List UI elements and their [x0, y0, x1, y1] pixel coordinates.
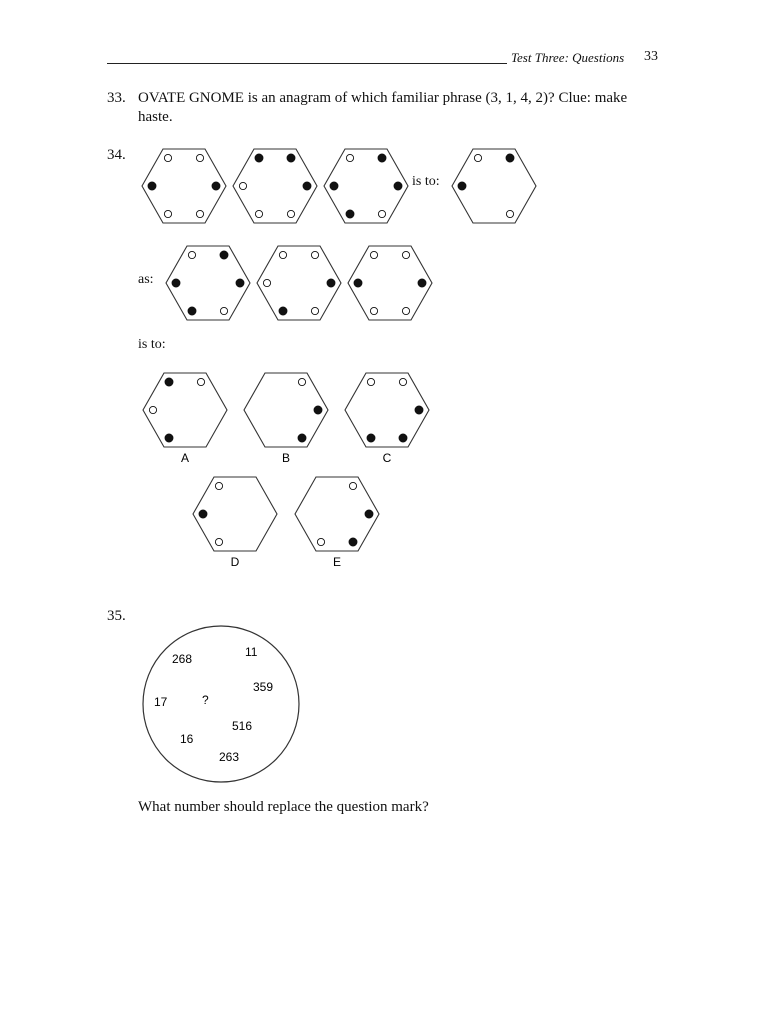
- q34-row1-hexagon: [452, 149, 536, 223]
- filled-dot-bottom-right: [298, 434, 306, 442]
- filled-dot-bottom-left: [165, 434, 173, 442]
- empty-dot-left: [149, 406, 156, 413]
- filled-dot-right: [303, 182, 311, 190]
- option-d-label: D: [230, 555, 240, 569]
- q34-is-to-label-2: is to:: [138, 337, 166, 352]
- filled-dot-left: [148, 182, 156, 190]
- option-e-label: E: [332, 555, 342, 569]
- empty-dot-bottom-right: [378, 210, 385, 217]
- q35-question: What number should replace the question mark?: [138, 799, 429, 815]
- filled-dot-right: [236, 279, 244, 287]
- question-mark: ?: [202, 693, 209, 707]
- q34-number: 34.: [107, 147, 126, 163]
- q33-number: 33.: [107, 90, 126, 106]
- option-c-label: C: [382, 451, 392, 465]
- q34-is-to-label: is to:: [412, 174, 440, 189]
- empty-dot-top-right: [349, 482, 356, 489]
- filled-dot-left: [354, 279, 362, 287]
- empty-dot-top-left: [346, 154, 353, 161]
- circle-number: 268: [172, 652, 193, 666]
- empty-dot-bottom-left: [164, 210, 171, 217]
- option-c-hexagon: [345, 373, 429, 447]
- circle-number: 16: [180, 732, 194, 746]
- filled-dot-left: [458, 182, 466, 190]
- empty-dot-bottom-left: [215, 538, 222, 545]
- q34-as-label: as:: [138, 272, 154, 287]
- filled-dot-right: [394, 182, 402, 190]
- filled-dot-right: [418, 279, 426, 287]
- filled-dot-bottom-right: [349, 538, 357, 546]
- filled-dot-right: [314, 406, 322, 414]
- q34-row1-hexagon: [142, 149, 226, 223]
- empty-dot-top-right: [399, 378, 406, 385]
- q33-text-line1: OVATE GNOME is an anagram of which familiar phrase (3, 1, 4, 2)? Clue: make: [138, 90, 628, 106]
- filled-dot-top-left: [255, 154, 263, 162]
- empty-dot-top-left: [474, 154, 481, 161]
- circle-number: 263: [219, 750, 240, 764]
- empty-dot-bottom-left: [317, 538, 324, 545]
- option-a-label: A: [180, 451, 190, 465]
- empty-dot-top-left: [370, 251, 377, 258]
- filled-dot-top-left: [165, 378, 173, 386]
- filled-dot-right: [365, 510, 373, 518]
- circle-number: 17: [154, 695, 168, 709]
- option-b-label: B: [281, 451, 291, 465]
- q34-row1-hexagon: [324, 149, 408, 223]
- filled-dot-bottom-left: [367, 434, 375, 442]
- empty-dot-top-right: [298, 378, 305, 385]
- option-a-hexagon: [143, 373, 227, 447]
- filled-dot-left: [199, 510, 207, 518]
- filled-dot-right: [212, 182, 220, 190]
- empty-dot-bottom-left: [370, 307, 377, 314]
- empty-dot-left: [239, 182, 246, 189]
- empty-dot-top-right: [196, 154, 203, 161]
- filled-dot-bottom-right: [399, 434, 407, 442]
- empty-dot-top-right: [311, 251, 318, 258]
- option-e-hexagon: [295, 477, 379, 551]
- q35-number: 35.: [107, 608, 126, 624]
- empty-dot-bottom-right: [506, 210, 513, 217]
- empty-dot-top-left: [215, 482, 222, 489]
- q34-row1-hexagon: [233, 149, 317, 223]
- q34-row2-hexagon: [166, 246, 250, 320]
- empty-dot-top-left: [188, 251, 195, 258]
- filled-dot-bottom-left: [188, 307, 196, 315]
- empty-dot-bottom-right: [196, 210, 203, 217]
- circle-number: 11: [245, 645, 258, 659]
- filled-dot-right: [415, 406, 423, 414]
- empty-dot-top-right: [402, 251, 409, 258]
- q34-row2-hexagon: [348, 246, 432, 320]
- running-head: Test Three: Questions: [511, 50, 625, 65]
- filled-dot-bottom-left: [279, 307, 287, 315]
- filled-dot-left: [330, 182, 338, 190]
- option-d-hexagon: [193, 477, 277, 551]
- filled-dot-top-right: [506, 154, 514, 162]
- q33-text-line2: haste.: [138, 109, 173, 125]
- page-number: 33: [644, 49, 658, 64]
- filled-dot-right: [327, 279, 335, 287]
- empty-dot-left: [263, 279, 270, 286]
- empty-dot-top-left: [367, 378, 374, 385]
- empty-dot-bottom-left: [255, 210, 262, 217]
- circle-number: 516: [232, 719, 253, 733]
- filled-dot-top-right: [287, 154, 295, 162]
- empty-dot-top-left: [164, 154, 171, 161]
- empty-dot-bottom-right: [287, 210, 294, 217]
- q34-row2-hexagon: [257, 246, 341, 320]
- circle-number: 359: [253, 680, 274, 694]
- filled-dot-left: [172, 279, 180, 287]
- filled-dot-top-right: [378, 154, 386, 162]
- empty-dot-top-left: [279, 251, 286, 258]
- empty-dot-bottom-right: [220, 307, 227, 314]
- filled-dot-bottom-left: [346, 210, 354, 218]
- option-b-hexagon: [244, 373, 328, 447]
- empty-dot-bottom-right: [402, 307, 409, 314]
- empty-dot-bottom-right: [311, 307, 318, 314]
- empty-dot-top-right: [197, 378, 204, 385]
- filled-dot-top-right: [220, 251, 228, 259]
